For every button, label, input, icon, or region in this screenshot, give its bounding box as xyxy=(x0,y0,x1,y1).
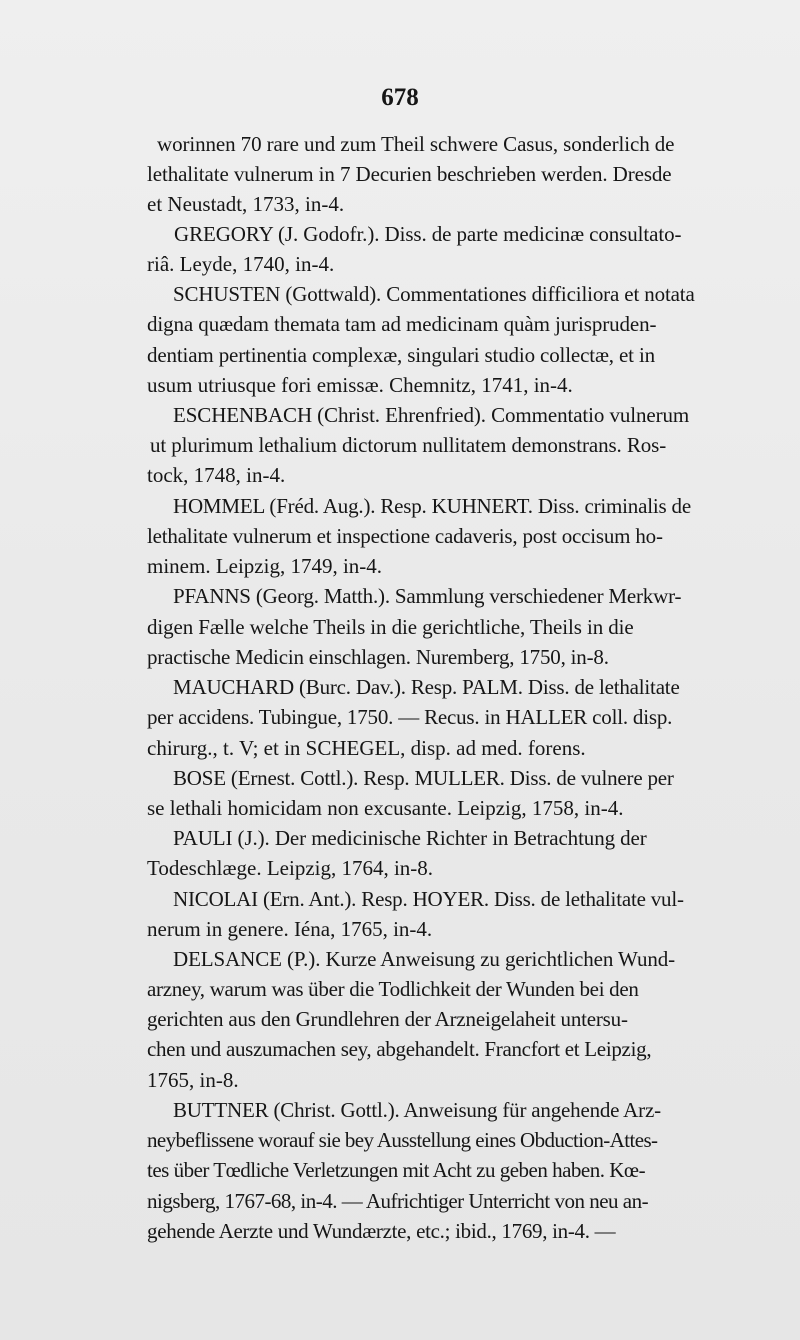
text-line: practische Medicin einschlagen. Nuremberg, 1750, in-8. xyxy=(147,645,609,669)
text-line: Todeschlæge. Leipzig, 1764, in-8. xyxy=(147,856,434,880)
text-line: lethalitate vulnerum et inspectione cadaveris, post occisum ho- xyxy=(147,524,663,548)
text-line: gehende Aerzte und Wundærzte, etc.; ibid., 1769, in-4. — xyxy=(147,1219,616,1243)
text-line: neybeflissene worauf sie bey Ausstellung eines Obduction-Attes- xyxy=(147,1128,658,1152)
text-line: tock, 1748, in-4. xyxy=(147,463,286,487)
text-line: nigsberg, 1767-68, in-4. — Aufrichtiger Unterricht von neu an- xyxy=(147,1189,649,1213)
text-line: riâ. Leyde, 1740, in-4. xyxy=(147,252,335,276)
text-line: BUTTNER (Christ. Gottl.). Anweisung für angehende Arz- xyxy=(173,1098,661,1122)
text-line: minem. Leipzig, 1749, in-4. xyxy=(147,554,383,578)
text-line: NICOLAI (Ern. Ant.). Resp. HOYER. Diss. de lethalitate vul- xyxy=(173,887,684,911)
text-line: chen und auszumachen sey, abgehandelt. Francfort et Leipzig, xyxy=(147,1037,652,1061)
text-line: digen Fælle welche Theils in die gerichtliche, Theils in die xyxy=(147,615,634,639)
text-line: chirurg., t. V; et in SCHEGEL, disp. ad med. forens. xyxy=(147,736,586,760)
text-line: nerum in genere. Iéna, 1765, in-4. xyxy=(147,917,433,941)
text-line: worinnen 70 rare und zum Theil schwere Casus, sonderlich de xyxy=(157,132,675,156)
text-line: GREGORY (J. Godofr.). Diss. de parte medicinæ consultato- xyxy=(174,222,682,246)
text-line: ESCHENBACH (Christ. Ehrenfried). Commentatio vulnerum xyxy=(173,403,690,427)
text-line: SCHUSTEN (Gottwald). Commentationes difficiliora et notata xyxy=(173,282,695,306)
text-line: PAULI (J.). Der medicinische Richter in Betrachtung der xyxy=(173,826,647,850)
text-line: tes über Tœdliche Verletzungen mit Acht zu geben haben. Kœ- xyxy=(147,1158,646,1182)
text-line: usum utriusque fori emissæ. Chemnitz, 1741, in-4. xyxy=(147,373,573,397)
text-line: BOSE (Ernest. Cottl.). Resp. MULLER. Diss. de vulnere per xyxy=(173,766,674,790)
text-line: lethalitate vulnerum in 7 Decurien beschrieben werden. Dresde xyxy=(147,162,672,186)
text-line: se lethali homicidam non excusante. Leipzig, 1758, in-4. xyxy=(147,796,624,820)
text-line: DELSANCE (P.). Kurze Anweisung zu gerichtlichen Wund- xyxy=(173,947,676,971)
text-line: dentiam pertinentia complexæ, singulari studio collectæ, et in xyxy=(147,343,655,367)
text-line: PFANNS (Georg. Matth.). Sammlung verschiedener Merkwr- xyxy=(173,584,682,608)
page-number: 678 xyxy=(381,84,419,111)
text-line: arzney, warum was über die Todlichkeit der Wunden bei den xyxy=(147,977,639,1001)
text-line: ut plurimum lethalium dictorum nullitatem demonstrans. Ros- xyxy=(150,433,667,457)
text-line: 1765, in-8. xyxy=(147,1068,239,1092)
text-line: gerichten aus den Grundlehren der Arzneigelaheit untersu- xyxy=(147,1007,628,1031)
text-line: per accidens. Tubingue, 1750. — Recus. in HALLER coll. disp. xyxy=(147,705,673,729)
text-line: digna quædam themata tam ad medicinam quàm jurispruden- xyxy=(147,312,657,336)
text-line: HOMMEL (Fréd. Aug.). Resp. KUHNERT. Diss. criminalis de xyxy=(173,494,691,518)
text-line: MAUCHARD (Burc. Dav.). Resp. PALM. Diss. de lethalitate xyxy=(173,675,680,699)
text-line: et Neustadt, 1733, in-4. xyxy=(147,192,345,216)
